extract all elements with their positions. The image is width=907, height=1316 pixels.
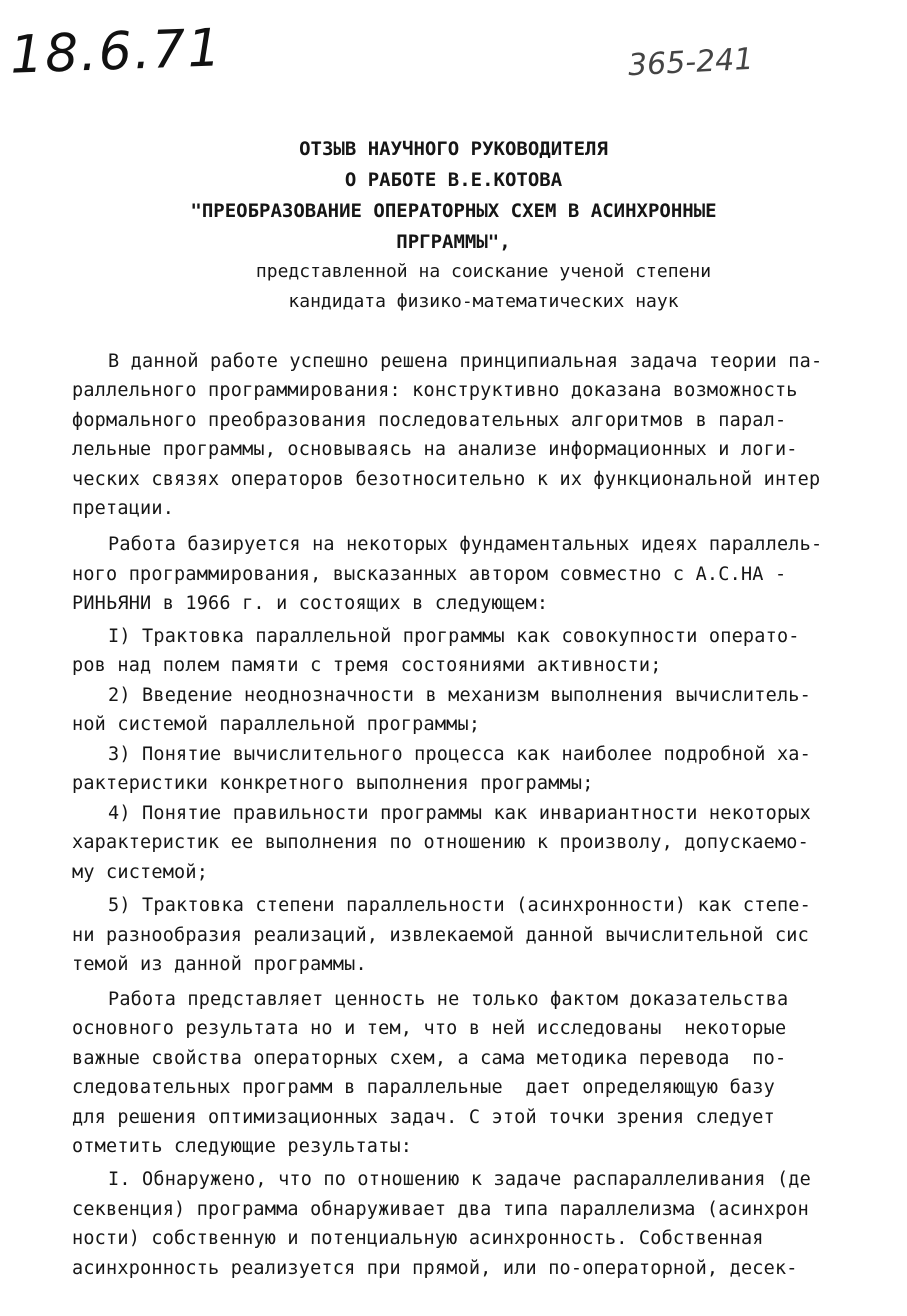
body-line: отметить следующие результаты:	[72, 1136, 413, 1157]
body-line: В данной работе успешно решена принципиальная задача теории па-	[108, 351, 823, 372]
body-line: претации.	[72, 498, 175, 519]
body-line: темой из данной программы.	[72, 954, 367, 975]
title-line-1: ОТЗЫВ НАУЧНОГО РУКОВОДИТЕЛЯ	[299, 138, 608, 160]
title-line-4: ПРГРАММЫ",	[396, 231, 511, 253]
handwritten-reference-number: 365-241	[627, 41, 755, 84]
handwritten-date: 18.6.71	[9, 18, 224, 86]
body-line: формального преобразования последовательных алгоритмов в парал-	[72, 410, 787, 431]
body-line: ного программирования, высказанных автором совместно с А.С.НА -	[72, 564, 787, 585]
body-line: ности) собственную и потенциальную асинхронность. Собственная	[72, 1228, 764, 1249]
body-line: ров над полем памяти с тремя состояниями активности;	[72, 655, 662, 676]
body-line: рактеристики конкретного выполнения программы;	[72, 773, 594, 794]
body-line: ни разнообразия реализаций, извлекаемой данной вычислительной сис	[72, 925, 809, 946]
list-item: 3) Понятие вычислительного процесса как наиболее подробной ха-	[108, 744, 811, 765]
title-line-3: "ПРЕОБРАЗОВАНИЕ ОПЕРАТОРНЫХ СХЕМ В АСИНХРОННЫЕ	[190, 200, 717, 222]
body-line: РИНЬЯНИ в 1966 г. и состоящих в следующем:	[72, 593, 549, 614]
body-line: асинхронность реализуется при прямой, или по-операторной, десек-	[72, 1258, 798, 1279]
body-line: характеристик ее выполнения по отношению к произволу, допускаемо-	[72, 832, 809, 853]
body-line: лельные программы, основываясь на анализе информационных и логи-	[72, 439, 798, 460]
body-line: раллельного программирования: конструктивно доказана возможность	[72, 380, 798, 401]
list-item: I) Трактовка параллельной программы как совокупности операто-	[108, 626, 800, 647]
list-item: 2) Введение неоднозначности в механизм выполнения вычислитель-	[108, 685, 811, 706]
body-line: му системой;	[72, 862, 209, 883]
body-line: Работа представляет ценность не только фактом доказательства	[108, 989, 789, 1010]
list-item: 5) Трактовка степени параллельности (асинхронности) как степе-	[108, 895, 811, 916]
body-line: секвенция) программа обнаруживает два типа параллелизма (асинхрон	[72, 1199, 809, 1220]
subtitle-line-1: представленной на соискание ученой степени	[255, 261, 712, 282]
body-line: основного результата но и тем, что в ней исследованы некоторые	[72, 1018, 787, 1039]
body-line: ной системой параллельной программы;	[72, 714, 481, 735]
title-line-2: О РАБОТЕ В.Е.КОТОВА	[344, 169, 563, 191]
list-item: I. Обнаружено, что по отношению к задаче распараллеливания (де	[108, 1169, 811, 1190]
body-line: важные свойства операторных схем, а сама методика перевода по-	[72, 1048, 787, 1069]
body-line: следовательных программ в параллельные дает определяющую базу	[72, 1077, 775, 1098]
subtitle-line-2: кандидата физико-математических наук	[288, 291, 679, 312]
body-line: ческих связях операторов безотносительно к их функциональной интер	[72, 469, 821, 490]
list-item: 4) Понятие правильности программы как инвариантности некоторых	[108, 803, 811, 824]
body-line: Работа базируется на некоторых фундаментальных идеях параллель-	[108, 534, 823, 555]
body-line: для решения оптимизационных задач. С этой точки зрения следует	[72, 1107, 775, 1128]
